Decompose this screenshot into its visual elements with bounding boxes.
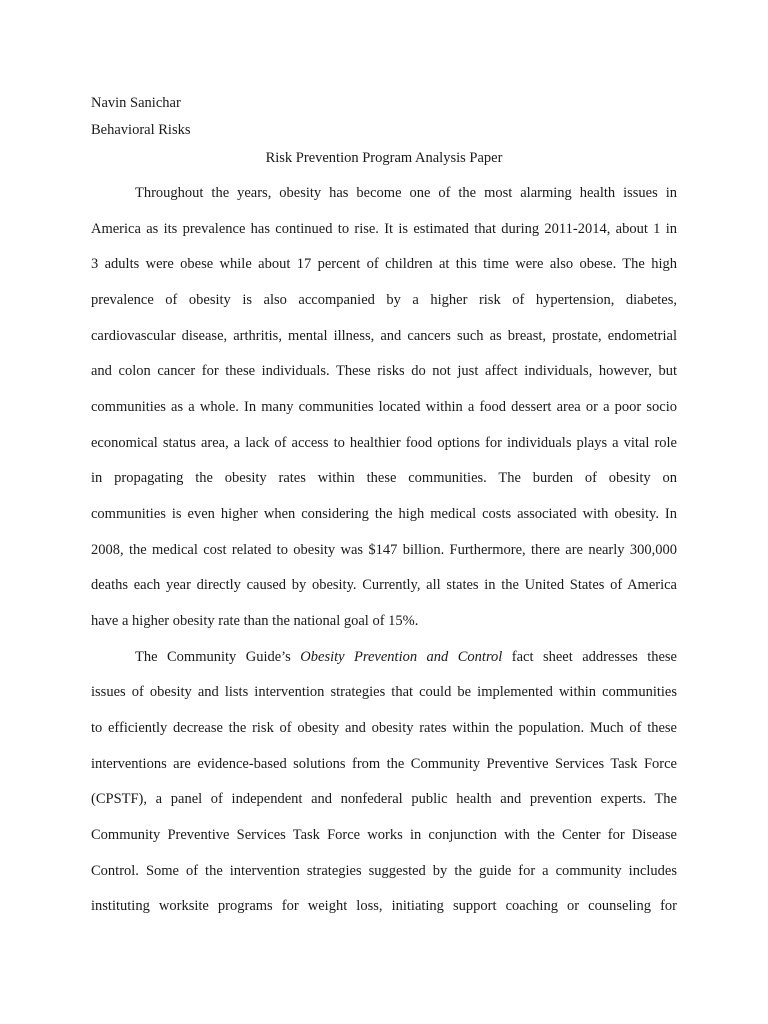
paragraph-2-line: instituting worksite programs for weight loss, initiating support coaching or counseling for [91, 898, 677, 914]
paragraph-1-line: 2008, the medical cost related to obesity was $147 billion. Furthermore, there are nearly 300,000 [91, 542, 677, 558]
paragraph-1-line: prevalence of obesity is also accompanied by a higher risk of hypertension, diabetes, [91, 292, 677, 308]
paragraph-2-line: (CPSTF), a panel of independent and nonfederal public health and prevention experts. The [91, 791, 677, 807]
paper-title: Risk Prevention Program Analysis Paper [265, 150, 503, 166]
author-name: Navin Sanichar [91, 95, 181, 111]
paragraph-1-line: communities as a whole. In many communities located within a food dessert area or a poor socio [91, 399, 677, 415]
paragraph-2-first-line [135, 647, 677, 667]
paragraph-2-text: The Community Guide’s [135, 649, 301, 665]
paragraph-2-line: interventions are evidence-based solutions from the Community Preventive Services Task Force [91, 756, 677, 772]
paragraph-1-line: Throughout the years, obesity has become one of the most alarming health issues in [135, 185, 677, 201]
paragraph-2-line: issues of obesity and lists intervention strategies that could be implemented within communities [91, 684, 677, 700]
paragraph-1-line: America as its prevalence has continued to rise. It is estimated that during 2011-2014, about 1 in [91, 221, 677, 237]
paragraph-1-line: 3 adults were obese while about 17 percent of children at this time were also obese. The high [91, 256, 677, 272]
paragraph-2-text: fact sheet addresses these [502, 649, 677, 665]
paragraph-1-line: and colon cancer for these individuals. These risks do not just affect individuals, however, but [91, 363, 677, 379]
paragraph-1-line: communities is even higher when considering the high medical costs associated with obesity. In [91, 506, 677, 522]
paragraph-1-line: deaths each year directly caused by obesity. Currently, all states in the United States of America [91, 577, 677, 593]
paragraph-1-line: in propagating the obesity rates within these communities. The burden of obesity on [91, 470, 677, 486]
paragraph-1-line: have a higher obesity rate than the national goal of 15%. [91, 613, 419, 629]
fact-sheet-title: Obesity Prevention and Control [300, 649, 503, 665]
paragraph-2-line: Control. Some of the intervention strategies suggested by the guide for a community includes [91, 863, 677, 879]
paragraph-2-line: to efficiently decrease the risk of obesity and obesity rates within the population. Much of these [91, 720, 677, 736]
paragraph-2-line: Community Preventive Services Task Force works in conjunction with the Center for Disease [91, 827, 677, 843]
paragraph-1-line: cardiovascular disease, arthritis, mental illness, and cancers such as breast, prostate, endometrial [91, 328, 677, 344]
course-name: Behavioral Risks [91, 122, 191, 138]
paragraph-1-line: economical status area, a lack of access to healthier food options for individuals plays a vital role [91, 435, 677, 451]
